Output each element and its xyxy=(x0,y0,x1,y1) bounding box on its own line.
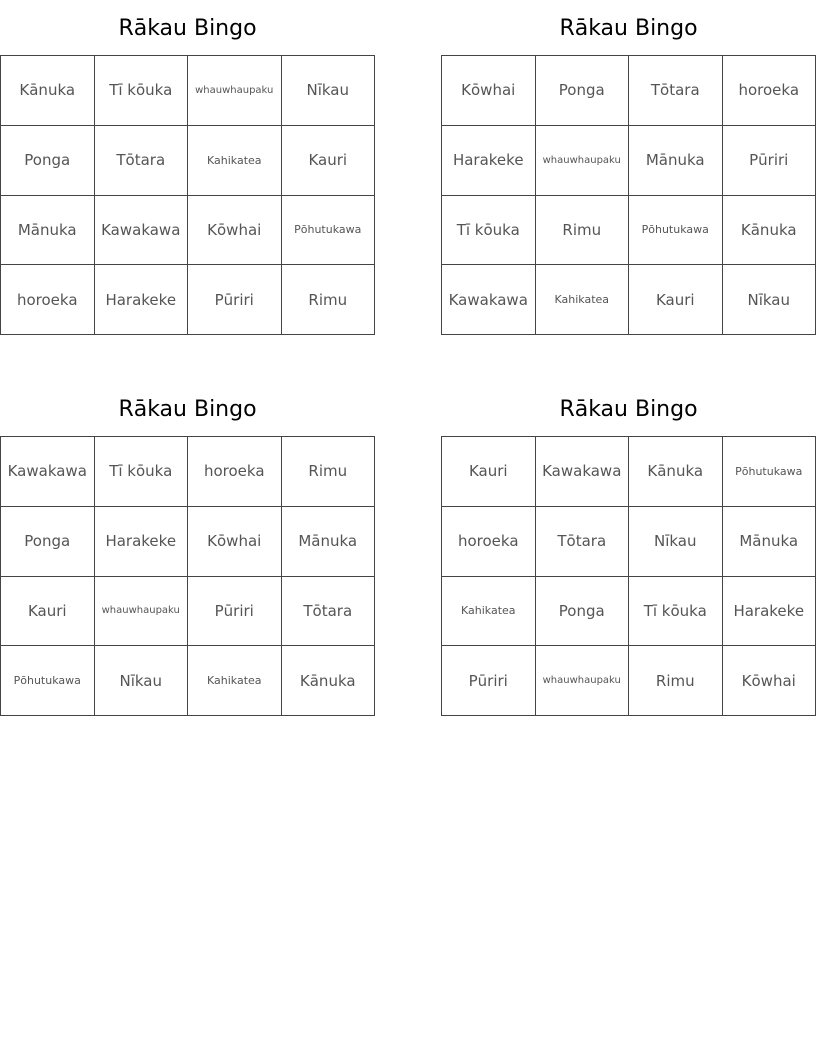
bingo-cell: Kauri xyxy=(282,126,376,196)
bingo-cell: Mānuka xyxy=(629,126,723,196)
card-title: Rākau Bingo xyxy=(559,16,698,41)
bingo-cell: Pūriri xyxy=(442,646,536,716)
bingo-cell: Pōhutukawa xyxy=(282,196,376,266)
bingo-cell: Harakeke xyxy=(95,507,189,577)
bingo-cell: horoeka xyxy=(442,507,536,577)
card-title: Rākau Bingo xyxy=(559,397,698,422)
bingo-cell: Kānuka xyxy=(723,196,816,266)
bingo-cell: Kōwhai xyxy=(188,507,282,577)
card-title: Rākau Bingo xyxy=(118,397,257,422)
bingo-cell: Pūriri xyxy=(723,126,816,196)
bingo-cell: Ponga xyxy=(1,507,95,577)
bingo-cell: Pūriri xyxy=(188,577,282,647)
bingo-cell: Kōwhai xyxy=(723,646,816,716)
bingo-cell: horoeka xyxy=(1,265,95,335)
bingo-cell: Tī kōuka xyxy=(629,577,723,647)
bingo-cell: Nīkau xyxy=(723,265,816,335)
bingo-cell: Kauri xyxy=(1,577,95,647)
bingo-cell: Pūriri xyxy=(188,265,282,335)
bingo-cell: Nīkau xyxy=(95,646,189,716)
bingo-grid xyxy=(0,436,375,716)
bingo-cell: Rimu xyxy=(629,646,723,716)
bingo-cell: Kahikatea xyxy=(188,126,282,196)
bingo-cell: Tī kōuka xyxy=(95,437,189,507)
bingo-cell: horoeka xyxy=(723,56,816,126)
bingo-card-1 xyxy=(0,0,375,309)
bingo-cell: whauwhaupaku xyxy=(188,56,282,126)
bingo-grid xyxy=(0,55,375,335)
bingo-cell: Kahikatea xyxy=(188,646,282,716)
bingo-cell: Tōtara xyxy=(629,56,723,126)
bingo-cell: Nīkau xyxy=(282,56,376,126)
bingo-cell: Tī kōuka xyxy=(95,56,189,126)
bingo-cell: Rimu xyxy=(536,196,630,266)
bingo-cell: Kōwhai xyxy=(442,56,536,126)
bingo-cell: Pōhutukawa xyxy=(723,437,816,507)
bingo-cell: Kauri xyxy=(629,265,723,335)
bingo-cell: horoeka xyxy=(188,437,282,507)
bingo-cell: Nīkau xyxy=(629,507,723,577)
bingo-cell: Ponga xyxy=(536,577,630,647)
bingo-cell: Kawakawa xyxy=(442,265,536,335)
bingo-cell: Harakeke xyxy=(95,265,189,335)
bingo-card-3 xyxy=(0,381,375,690)
bingo-cell: Tī kōuka xyxy=(442,196,536,266)
bingo-cell: Mānuka xyxy=(282,507,376,577)
bingo-cell: Kānuka xyxy=(1,56,95,126)
bingo-cell: Kānuka xyxy=(629,437,723,507)
bingo-cell: Kawakawa xyxy=(1,437,95,507)
bingo-cell: Rimu xyxy=(282,265,376,335)
bingo-cell: whauwhaupaku xyxy=(95,577,189,647)
card-title: Rākau Bingo xyxy=(118,16,257,41)
bingo-cell: Tōtara xyxy=(282,577,376,647)
bingo-cell: Pōhutukawa xyxy=(629,196,723,266)
bingo-cell: Ponga xyxy=(536,56,630,126)
bingo-cell: whauwhaupaku xyxy=(536,126,630,196)
bingo-card-4 xyxy=(441,381,816,690)
bingo-cell: Kānuka xyxy=(282,646,376,716)
bingo-cell: Mānuka xyxy=(1,196,95,266)
bingo-cell: Tōtara xyxy=(95,126,189,196)
bingo-cell: Kahikatea xyxy=(442,577,536,647)
bingo-cell: Rimu xyxy=(282,437,376,507)
bingo-cell: whauwhaupaku xyxy=(536,646,630,716)
bingo-cell: Kahikatea xyxy=(536,265,630,335)
bingo-card-2 xyxy=(441,0,816,309)
bingo-cell: Pōhutukawa xyxy=(1,646,95,716)
bingo-cell: Mānuka xyxy=(723,507,816,577)
bingo-cell: Kawakawa xyxy=(536,437,630,507)
bingo-cell: Kōwhai xyxy=(188,196,282,266)
bingo-cell: Kawakawa xyxy=(95,196,189,266)
bingo-grid xyxy=(441,436,816,716)
bingo-grid xyxy=(441,55,816,335)
bingo-cell: Tōtara xyxy=(536,507,630,577)
bingo-cell: Kauri xyxy=(442,437,536,507)
bingo-cell: Ponga xyxy=(1,126,95,196)
bingo-cell: Harakeke xyxy=(442,126,536,196)
bingo-cell: Harakeke xyxy=(723,577,816,647)
